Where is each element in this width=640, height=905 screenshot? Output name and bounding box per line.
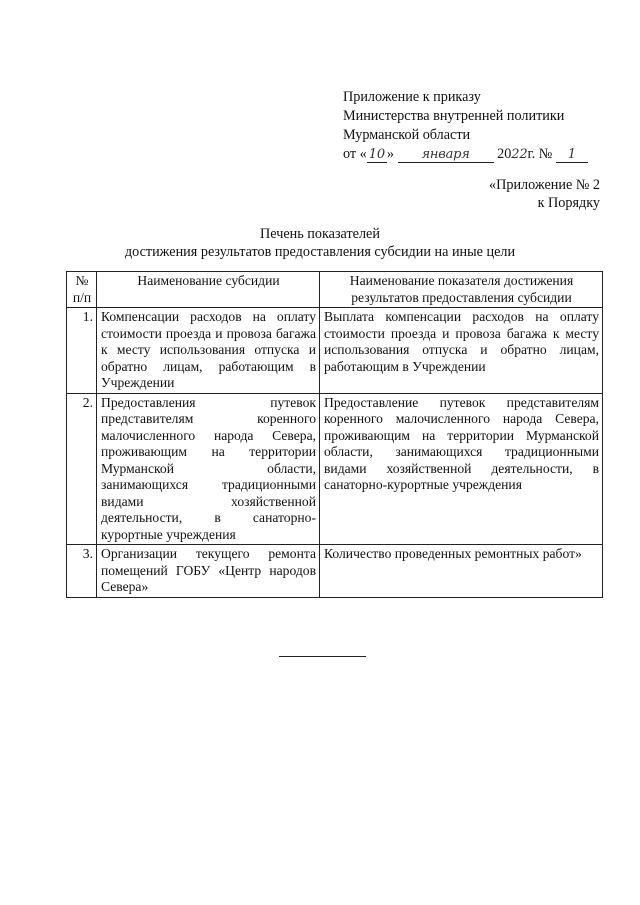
date-prefix: от «	[343, 146, 367, 162]
document-title	[40, 225, 600, 261]
order-number-handwritten: 1	[556, 147, 588, 163]
annex-block	[489, 176, 600, 212]
row-indicator: Количество проведенных ремонтных работ»	[320, 545, 603, 598]
header-num: № п/п	[67, 272, 97, 308]
header-subsidy: Наименование субсидии	[97, 272, 320, 308]
date-year-end: г. №	[527, 146, 553, 162]
date-year-handwritten: 22	[511, 147, 528, 162]
row-num: 3.	[67, 545, 97, 598]
title-line-1: Печень показателей	[260, 226, 380, 242]
row-subsidy: Предоставления путевок представителям коренного малочисленного народа Севера, проживающим на территории Мурманской области, занимающихся традиционными видами хозяйственной деятельности, в санаторно-курортные учреждения	[97, 393, 320, 545]
approval-line-1: Приложение к приказу	[343, 89, 481, 105]
approval-block	[343, 88, 613, 164]
annex-line-2: к Порядку	[537, 195, 600, 211]
header-indicator: Наименование показателя достижения результатов предоставления субсидии	[320, 272, 603, 308]
table-header-row	[67, 272, 603, 308]
title-line-2: достижения результатов предоставления субсидии на иные цели	[124, 244, 516, 260]
closing-divider	[279, 656, 366, 657]
row-subsidy: Компенсации расходов на оплату стоимости проезда и провоза багажа к месту использования отпуска и обратно лицам, работающим в Учреждении	[97, 308, 320, 394]
table-row	[67, 545, 603, 598]
row-indicator: Предоставление путевок представителям коренного малочисленного народа Севера, проживающим на территории Мурманской области, занимающихся традиционными видами хозяйственной деятельности, в санаторно-курортные учреждения	[320, 393, 603, 545]
date-day-handwritten: 10	[368, 147, 385, 162]
table-row	[67, 393, 603, 545]
date-mid: »	[386, 146, 394, 162]
row-subsidy: Организации текущего ремонта помещений ГОБУ «Центр народов Севера»	[97, 545, 320, 598]
indicators-table	[66, 271, 603, 598]
date-year-prefix: 20	[497, 146, 512, 162]
table-row	[67, 308, 603, 394]
approval-line-3: Мурманской области	[343, 127, 471, 143]
row-indicator: Выплата компенсации расходов на оплату стоимости проезда и провоза багажа к месту использования отпуска и обратно лицам, работающим в Учреждении	[320, 308, 603, 394]
row-num: 2.	[67, 393, 97, 545]
annex-line-1: «Приложение № 2	[489, 177, 600, 193]
approval-line-2: Министерства внутренней политики	[343, 108, 565, 124]
row-num: 1.	[67, 308, 97, 394]
approval-date-line	[343, 145, 613, 164]
date-month-handwritten: января	[398, 147, 494, 163]
